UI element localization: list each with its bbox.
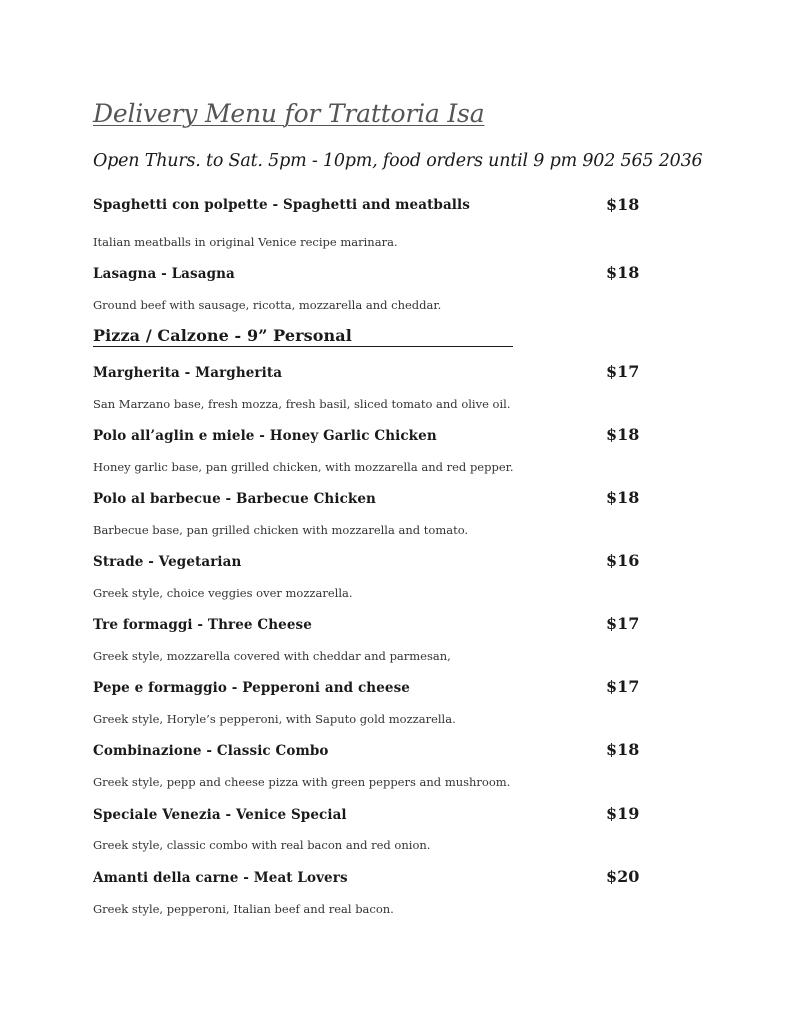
item-desc-meat-lovers: Greek style, pepperoni, Italian beef and real bacon.: [93, 902, 394, 916]
menu-title: Delivery Menu for Trattoria Isa: [93, 99, 485, 128]
item-name-barbecue: Polo al barbecue - Barbecue Chicken: [93, 491, 376, 507]
item-price-pepperoni: $17: [606, 677, 640, 696]
item-price-classic-combo: $18: [606, 740, 640, 759]
pizza-section-heading: Pizza / Calzone - 9” Personal: [93, 326, 513, 347]
item-price-barbecue: $18: [606, 488, 640, 507]
item-desc-margherita: San Marzano base, fresh mozza, fresh basil, sliced tomato and olive oil.: [93, 397, 511, 411]
item-name-venice-special: Speciale Venezia - Venice Special: [93, 807, 347, 823]
opening-hours: Open Thurs. to Sat. 5pm - 10pm, food orders until 9 pm 902 565 2036: [93, 151, 703, 171]
item-name-lasagna: Lasagna - Lasagna: [93, 266, 235, 282]
item-price-margherita: $17: [606, 362, 640, 381]
item-name-honey-garlic: Polo all’aglin e miele - Honey Garlic Chicken: [93, 428, 437, 444]
item-name-classic-combo: Combinazione - Classic Combo: [93, 743, 329, 759]
item-name-pepperoni: Pepe e formaggio - Pepperoni and cheese: [93, 680, 410, 696]
item-price-spaghetti: $18: [606, 195, 640, 214]
item-desc-lasagna: Ground beef with sausage, ricotta, mozzarella and cheddar.: [93, 298, 442, 312]
menu-page: [93, 0, 713, 1024]
item-desc-barbecue: Barbecue base, pan grilled chicken with mozzarella and tomato.: [93, 523, 469, 537]
item-price-honey-garlic: $18: [606, 425, 640, 444]
item-name-margherita: Margherita - Margherita: [93, 365, 283, 381]
item-price-meat-lovers: $20: [606, 867, 640, 886]
item-desc-three-cheese: Greek style, mozzarella covered with cheddar and parmesan,: [93, 649, 451, 663]
item-name-three-cheese: Tre formaggi - Three Cheese: [93, 617, 312, 633]
item-desc-classic-combo: Greek style, pepp and cheese pizza with green peppers and mushroom.: [93, 775, 511, 789]
item-name-spaghetti: Spaghetti con polpette - Spaghetti and meatballs: [93, 197, 470, 213]
item-desc-spaghetti: Italian meatballs in original Venice recipe marinara.: [93, 235, 398, 249]
item-name-vegetarian: Strade - Vegetarian: [93, 554, 242, 570]
item-desc-venice-special: Greek style, classic combo with real bacon and red onion.: [93, 838, 431, 852]
item-price-venice-special: $19: [606, 804, 640, 823]
item-desc-pepperoni: Greek style, Horyle’s pepperoni, with Saputo gold mozzarella.: [93, 712, 456, 726]
item-price-three-cheese: $17: [606, 614, 640, 633]
item-desc-honey-garlic: Honey garlic base, pan grilled chicken, with mozzarella and red pepper.: [93, 460, 514, 474]
item-name-meat-lovers: Amanti della carne - Meat Lovers: [93, 870, 348, 886]
item-price-lasagna: $18: [606, 263, 640, 282]
item-desc-vegetarian: Greek style, choice veggies over mozzarella.: [93, 586, 353, 600]
item-price-vegetarian: $16: [606, 551, 640, 570]
